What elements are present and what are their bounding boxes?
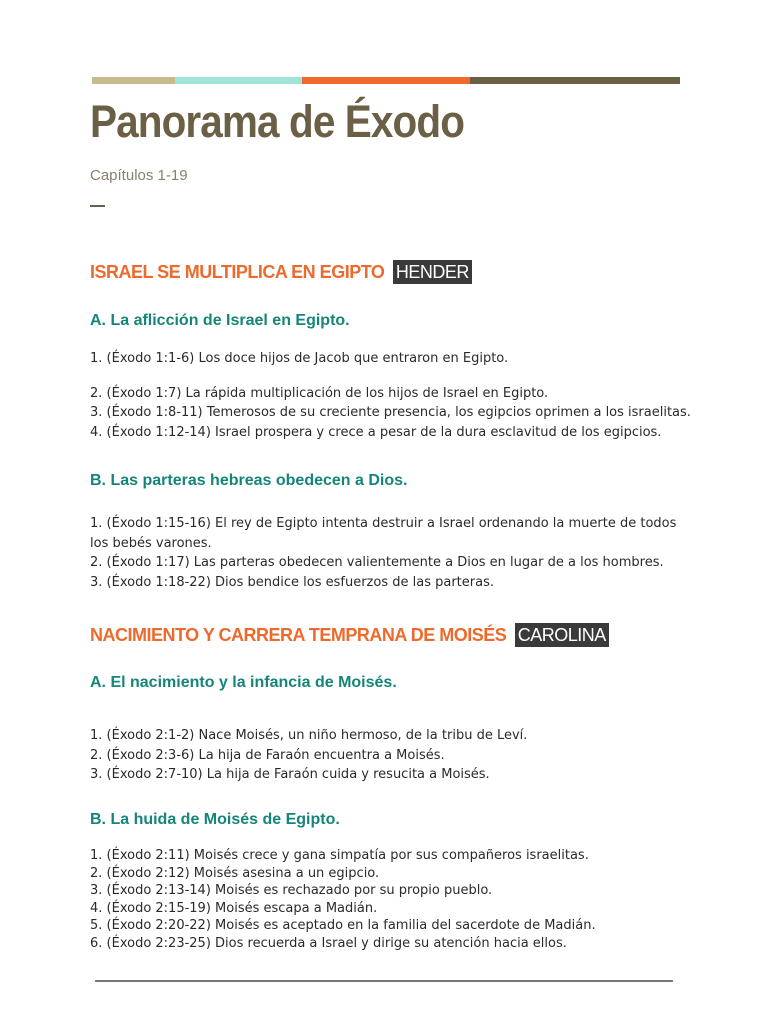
list-item: 2. (Éxodo 1:7) La rápida multiplicación de los hijos de Israel en Egipto. <box>90 385 549 401</box>
subsection-heading-1a: A. La aflicción de Israel en Egipto. <box>90 312 350 329</box>
list-item: 2. (Éxodo 2:12) Moisés asesina a un egipcio. <box>90 865 380 881</box>
list-1a <box>90 349 690 442</box>
list-item: 2. (Éxodo 1:17) Las parteras obedecen valientemente a Dios en lugar de a los hombres. <box>90 555 664 570</box>
color-bar-segment-4 <box>470 77 680 84</box>
list-2b <box>90 847 690 952</box>
color-bar-segment-3 <box>302 77 470 84</box>
section-heading-1 <box>90 262 472 283</box>
subsection-heading-2b: B. La huida de Moisés de Egipto. <box>90 811 340 828</box>
list-item: 6. (Éxodo 2:23-25) Dios recuerda a Israel y dirige su atención hacia ellos. <box>90 935 567 951</box>
list-item: 1. (Éxodo 2:1-2) Nace Moisés, un niño hermoso, de la tribu de Leví. <box>90 728 528 743</box>
subsection-heading-1b: B. Las parteras hebreas obedecen a Dios. <box>90 472 408 489</box>
list-item: 3. (Éxodo 2:13-14) Moisés es rechazado por su propio pueblo. <box>90 883 493 898</box>
section-tag: CAROLINA <box>515 623 609 647</box>
list-2a <box>90 726 690 785</box>
section-heading-text: ISRAEL SE MULTIPLICA EN EGIPTO <box>90 262 385 282</box>
list-item: 1. (Éxodo 1:15-16) El rey de Egipto intenta destruir a Israel ordenando la muerte de todos los bebés varones. <box>90 516 677 551</box>
section-tag: HENDER <box>393 260 472 284</box>
list-item: 3. (Éxodo 1:18-22) Dios bendice los esfuerzos de las parteras. <box>90 574 494 590</box>
color-bar-segment-2 <box>175 77 302 84</box>
section-heading-text: NACIMIENTO Y CARRERA TEMPRANA DE MOISÉS <box>90 625 507 645</box>
list-item: 1. (Éxodo 2:11) Moisés crece y gana simpatía por sus compañeros israelitas. <box>90 848 589 863</box>
list-item: 2. (Éxodo 2:3-6) La hija de Faraón encuentra a Moisés. <box>90 747 445 763</box>
page-title: Panorama de Éxodo <box>90 96 465 147</box>
list-item: 4. (Éxodo 1:12-14) Israel prospera y crece a pesar de la dura esclavitud de los egipcios. <box>90 424 662 440</box>
page-subtitle: Capítulos 1-19 <box>90 167 188 184</box>
color-bar-segment-1 <box>92 77 175 84</box>
list-1b <box>90 514 690 592</box>
list-item: 4. (Éxodo 2:15-19) Moisés escapa a Madián. <box>90 900 378 916</box>
bottom-divider <box>95 980 673 982</box>
subsection-heading-2a: A. El nacimiento y la infancia de Moisés. <box>90 674 397 691</box>
list-item: 3. (Éxodo 2:7-10) La hija de Faraón cuida y resucita a Moisés. <box>90 767 490 782</box>
title-dash-divider <box>90 205 105 207</box>
section-heading-2 <box>90 625 609 646</box>
list-item: 3. (Éxodo 1:8-11) Temerosos de su creciente presencia, los egipcios oprimen a los israelitas. <box>90 405 691 420</box>
color-bar <box>92 77 680 84</box>
list-item: 5. (Éxodo 2:20-22) Moisés es aceptado en la familia del sacerdote de Madián. <box>90 918 596 933</box>
list-item: 1. (Éxodo 1:1-6) Los doce hijos de Jacob que entraron en Egipto. <box>90 351 509 366</box>
